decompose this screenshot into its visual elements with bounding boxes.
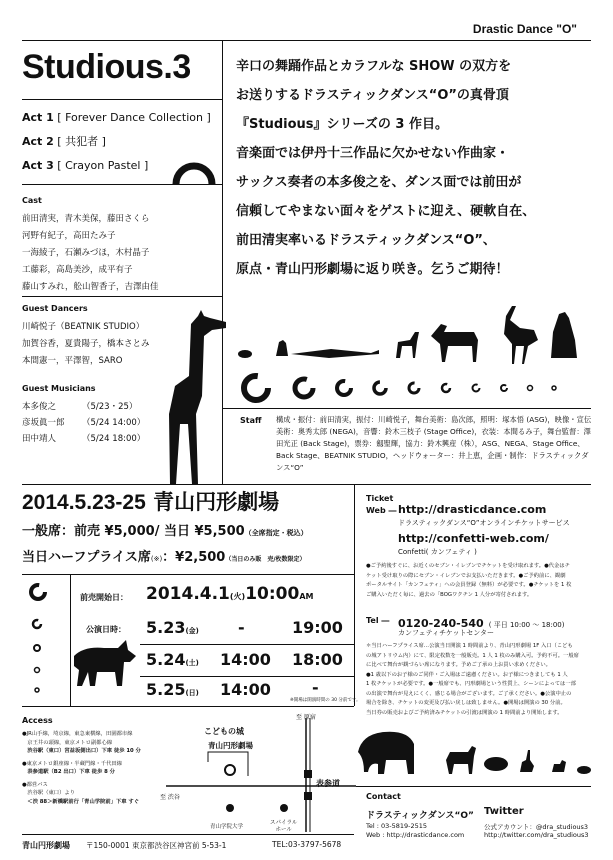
twitter-label: Twitter <box>484 806 524 817</box>
contact-rule <box>356 786 591 787</box>
price-half: 当日ハーフプライス席(※)：¥2,500（当日のみ販 売/枚数限定） <box>22 550 306 565</box>
map-label-spiral: スパイラル ホール <box>270 820 298 833</box>
musician-row: 田中靖人 （5/24 18:00） <box>22 434 146 444</box>
giraffe-icon <box>150 310 232 485</box>
perf-row: 5.24(土) <box>146 650 199 669</box>
perf-time-2: 19:00 <box>292 618 343 637</box>
perf-time-2: 18:00 <box>292 650 343 669</box>
tel-notes: ＊当日ハーフプライス席…公演当日開演 1 時間前より、青山円形劇場 1F 入口（こども の城アトリウム内）にて、限定枚数を一般販売。1 人 1 枚のみ購入可。予約不可。一般席 に比べて舞台が観づらい席になります。予めご了承の上お買い求めください。 ●1 歳以下のお子様のご同伴・ご入場はご遠慮ください。お子様につきましても 1 人 1 枚チケットが必要です。●一般席でも、円形劇場という性質上、シーンによっては一部 の出演で舞台が見えにくく、感じる場合がございます。ご了承ください。●公演中止の 場合を除き、チケットの変更及び払い戻しは致しません。●開場は開演の 30 分前。 当日券の販売およびご予約済みチケットの引渡は開演の 1 時間前より開始します。 <box>366 643 579 716</box>
perf-time-1: 14:00 <box>220 680 271 699</box>
map-label-harajuku: 至 原宿 <box>296 714 316 721</box>
brand: Drastic Dance "O" <box>472 22 577 36</box>
footer-address: 〒150-0001 東京都渋谷区神宮前 5-53-1 <box>86 841 227 850</box>
price-rule <box>22 574 354 575</box>
act-3: Act 3 [ Crayon Pastel ] <box>22 159 149 172</box>
intro-text: 辛口の舞踊作品とカラフルな SHOW の双方を お送りするドラスティックダンス“O”の真骨頂 『Studious』シリーズの 3 作目。 音楽面では伊丹十三作品に欠かせない作曲家・ サックス奏者の本多俊之を、ダンス面では前田が 信頼してやまない面々をゲストに迎え、硬軟自在、 前田清実率いるドラスティックダンス“O”、 原点・青山円形劇場に返り咲き。乞うご期待！ <box>236 59 536 277</box>
cast-heading: Cast <box>22 196 42 205</box>
contact-heading: Contact <box>366 792 401 801</box>
ring-sequence-decoration <box>236 370 596 406</box>
footer-tel: TEL:03-3797-5678 <box>272 840 342 849</box>
access-heading: Access <box>22 716 53 725</box>
price-general: 一般席：前売 ¥5,000/ 当日 ¥5,500（全席指定・税込） <box>22 524 308 539</box>
perf-label: 公演日時： <box>86 625 126 634</box>
confetti-link[interactable]: http://confetti-web.com/ <box>398 532 549 545</box>
event-date-venue: 2014.5.23-25 青山円形劇場 <box>22 490 280 514</box>
header-rule <box>22 40 591 41</box>
map-drawing <box>160 712 356 832</box>
tel-number: 0120-240-540 ( 平日 10:00 ～ 18:00) <box>398 617 565 630</box>
contact-tel: Tel : 03-5819-2515 <box>366 822 428 830</box>
map-label-theater: 青山円形劇場 <box>208 741 253 750</box>
web-label: Web ― <box>366 506 397 515</box>
contact-web[interactable]: Web : http://drasticdance.com <box>366 831 465 839</box>
animal-parade-illustration <box>236 296 586 366</box>
map-label-shibuya: 至 渋谷 <box>160 794 180 801</box>
cast-rule <box>22 296 222 297</box>
confetti-desc: Confetti( カンフェティ ) <box>398 548 477 556</box>
ticket-heading: Ticket <box>366 494 394 503</box>
musician-row: 本多俊之 （5/23・25） <box>22 402 138 412</box>
schedule-divider <box>70 574 71 706</box>
guest-musicians-heading: Guest Musicians <box>22 384 96 393</box>
map-label-kodomo: こどもの城 <box>204 727 244 736</box>
event-ticket-divider <box>354 484 355 706</box>
act-1: Act 1 [ Forever Dance Collection ] <box>22 111 211 124</box>
staff-heading: Staff <box>240 416 262 425</box>
ring-column-decoration <box>26 580 56 712</box>
tel-desc: カンフェティチケットセンター <box>398 629 494 637</box>
musician-row: 彦坂眞一郎 （5/24 14:00） <box>22 418 146 428</box>
web-desc: ドラスティックダンス“O”オンラインチケットサービス <box>398 519 570 527</box>
section-rule <box>22 484 591 485</box>
twitter-account: 公式アカウント：@dra_studious3 <box>484 823 589 831</box>
event-rule <box>22 706 354 707</box>
small-animals-illustration <box>356 730 606 782</box>
staff-text: 構成・振付：前田清実，振付：川崎悦子，舞台美術：島次郎，照明：塚本悟 (ASG)，映像・宣伝美術：奥秀太郎 (NEGA)，音響：鈴木三枝子 (Stage Office)，衣装：本間るみ子，舞台監督：澤田光正 (Back Stage)，票券：劔聖輝，協力：鈴木興産（株），ASG、NEGA、Stage Office、Back Stage、BEATNIK STUDIO，ヘッドウォーター：井上恵，企画・制作：ドラスティックダンス“O” <box>276 415 592 472</box>
title-rule <box>22 99 222 100</box>
contact-org: ドラスティックダンス“O” <box>366 811 474 821</box>
schedule-note: ※開場は開演時間の 30 分前です。 <box>290 698 361 703</box>
guest-dancers-section: Guest Dancers 川崎悦子（BEATNIK STUDIO） 加賀谷香，夏貴陽子，橋本さとみ 本間憲一，平澤智，SARO <box>22 304 182 370</box>
presale-date: 2014.4.1(火)10:00AM <box>146 584 314 604</box>
tel-label: Tel ― <box>366 616 390 625</box>
act-2: Act 2 [ 共犯者 ] <box>22 135 106 148</box>
perf-time-1: 14:00 <box>220 650 271 669</box>
ring-rule <box>222 408 591 409</box>
map-label-omotesando: 表参道 <box>316 779 340 788</box>
access-map <box>160 712 356 832</box>
acts-rule <box>22 184 222 185</box>
cast-section: Cast 前田清実，青木美保，藤田さくら 河野有紀子，高田たみ子 一海綾子，石瀬みづほ，木村晶子 工藤彩，高島美沙，成平有子 藤山すみれ，舩山智香子，吉澤由佳 <box>22 196 222 296</box>
ring-decoration-small <box>172 158 217 184</box>
footer-venue: 青山円形劇場 <box>22 841 70 850</box>
schedule-row-rule <box>140 644 354 645</box>
twitter-link[interactable]: http://twitter.com/dra_studious3 <box>484 831 589 839</box>
perf-row: 5.25(日) <box>146 680 199 699</box>
perf-time-2: - <box>312 678 319 697</box>
perf-time-1: - <box>238 618 245 637</box>
footer-rule <box>22 834 354 835</box>
web-notes: ●ご予約後すぐに、お近くのセブン・イレブンでチケットを受け取れます。●代金はチ ケット受け取りの際にセブン・イレブンでお支払いただきます。●ご予約前に、観劇 ポータルサイト「カンフェティ」への会員登録（無料）が必要です。●チケットを 1 枚 ご購入いただく毎に、過去の「BOGワクチン 1 人分が寄付されます。 <box>366 563 572 598</box>
rhino-icon <box>72 636 138 688</box>
perf-row: 5.23(金) <box>146 618 199 637</box>
page-title: Studious.3 <box>22 48 191 86</box>
presale-label: 前売開始日： <box>80 593 128 602</box>
guest-dancers-heading: Guest Dancers <box>22 304 88 313</box>
access-list: ●JR山手線，埼京線，東急東横線，田園都市線 京王井の頭線，東京メトロ副都心線 渋谷駅（東口）宮益坂側出口）下車 徒歩 10 分 ●東京メトロ銀座線・半蔵門線・千代田線 表参道駅（B2 出口）下車 徒歩 8 分 ●都営バス 渋谷駅（東口）より ＜渋 88＞新橋駅前行「青山学院前」下車 すぐ <box>22 731 141 805</box>
schedule-row-rule <box>140 676 354 677</box>
web-link[interactable]: http://drasticdance.com <box>398 503 547 516</box>
map-label-gakuin: 青山学院大学 <box>210 824 244 830</box>
